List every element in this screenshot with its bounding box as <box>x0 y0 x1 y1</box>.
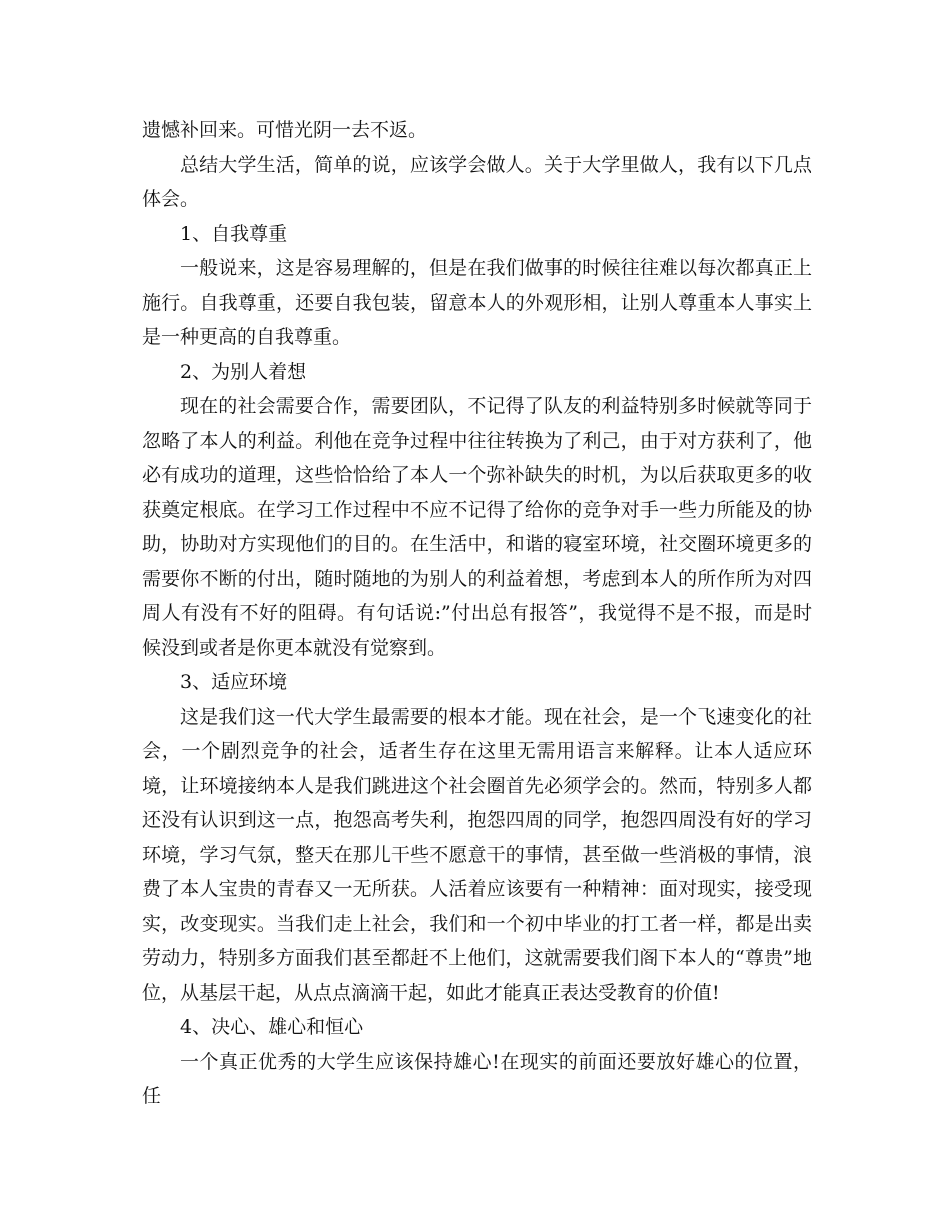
paragraph-ambition: 一个真正优秀的大学生应该保持雄心!在现实的前面还要放好雄心的位置，任 <box>142 1050 812 1107</box>
paragraph-consider-others: 现在的社会需要合作，需要团队，不记得了队友的利益特别多时候就等同于忽略了本人的利益。利他在竞争过程中往往转换为了利己，由于对方获利了，他必有成功的道理，这些恰恰给了本人一个弥补缺失的时机，为以后获取更多的收获奠定根底。在学习工作过程中不应不记得了给你的竞争对手一些力所能及的协助，协助对方实现他们的目的。在生活中，和谐的寝室环境，社交圈环境更多的需要你不断的付出，随时随地的为别人的利益着想，考虑到本人的所作所为对四周人有没有不好的阻碍。有句话说:”付出总有报答”，我觉得不是不报，而是时候没到或者是你更本就没有觉察到。 <box>142 395 812 659</box>
paragraph-adapt-environment: 这是我们这一代大学生最需要的根本才能。现在社会，是一个飞速变化的社会，一个剧烈竞争的社会，适者生存在这里无需用语言来解释。让本人适应环境，让环境接纳本人是我们跳进这个社会圈首先必须学会的。然而，特别多人都还没有认识到这一点，抱怨高考失利，抱怨四周的同学，抱怨四周没有好的学习环境，学习气氛，整天在那儿干些不愿意干的事情，甚至做一些消极的事情，浪费了本人宝贵的青春又一无所获。人活着应该要有一种精神：面对现实，接受现实，改变现实。当我们走上社会，我们和一个初中毕业的打工者一样，都是出卖劳动力，特别多方面我们甚至都赶不上他们，这就需要我们阁下本人的“尊贵”地位，从基层干起，从点点滴滴干起，如此才能真正表达受教育的价值! <box>142 705 812 1004</box>
section-heading-2: 2、为别人着想 <box>180 360 307 383</box>
section-heading-1: 1、自我尊重 <box>180 222 288 245</box>
section-heading-4: 4、决心、雄心和恒心 <box>180 1016 364 1038</box>
paragraph-continuation: 遗憾补回来。可惜光阴一去不返。 <box>142 119 428 141</box>
document-body <box>142 113 812 1114</box>
paragraph-self-respect: 一般说来，这是容易理解的，但是在我们做事的时候往往难以每次都真正上施行。自我尊重，还要自我包装，留意本人的外观形相，让别人尊重本人事实上是一种更高的自我尊重。 <box>142 257 812 348</box>
section-heading-3: 3、适应环境 <box>180 671 288 693</box>
paragraph-summary: 总结大学生活，简单的说，应该学会做人。关于大学里做人，我有以下几点体会。 <box>142 153 812 210</box>
